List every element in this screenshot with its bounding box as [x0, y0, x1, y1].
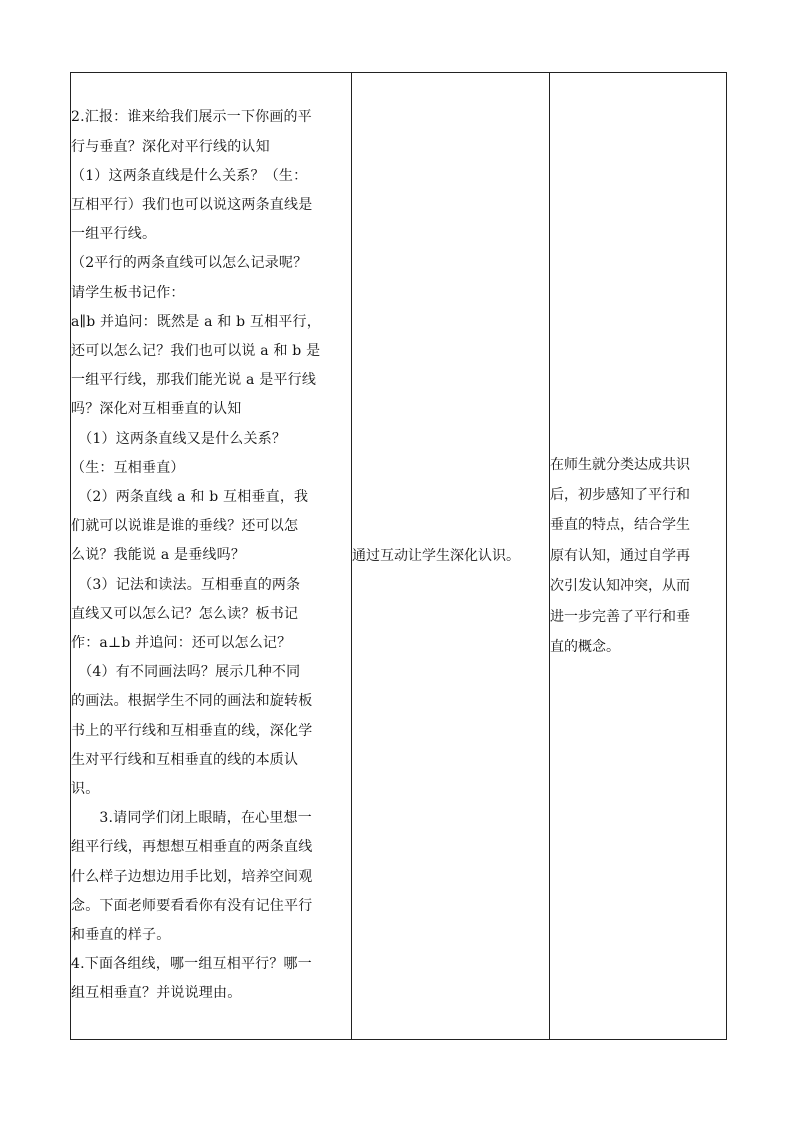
process-text-line: 们就可以说谁是谁的垂线？还可以怎 [71, 518, 299, 535]
process-text-line: （2平行的两条直线可以怎么记录呢？ [71, 255, 308, 272]
process-text-line: 2.汇报：谁来给我们展示一下你画的平 [71, 109, 312, 126]
process-text-line: 的画法。根据学生不同的画法和旋转板 [71, 693, 313, 710]
process-text-line: （1）这两条直线是什么关系？（生： [71, 167, 308, 184]
process-text-line: 请学生板书记作： [71, 284, 185, 301]
process-text-line: （2）两条直线 a 和 b 互相垂直，我 [71, 488, 309, 505]
process-text-line: 行与垂直？深化对平行线的认知 [71, 138, 270, 155]
process-text-line: 3.请同学们闭上眼睛，在心里想一 [71, 810, 312, 827]
process-text-line: 什么样子边想边用手比划，培养空间观 [71, 868, 313, 885]
reflection-cell [550, 73, 727, 1040]
process-text-line: （1）这两条直线又是什么关系？ [71, 430, 287, 447]
lesson-plan-table [70, 72, 727, 1040]
process-text-line: 还可以怎么记？我们也可以说 a 和 b 是 [71, 342, 321, 359]
design-intent-cell [352, 73, 550, 1040]
process-text-line: 书上的平行线和互相垂直的线，深化学 [71, 722, 313, 739]
process-text-line: 组互相垂直？并说说理由。 [71, 985, 242, 1002]
process-text-line: 一组平行线。 [71, 226, 157, 243]
table-row [71, 73, 727, 1040]
process-text-line: （3）记法和读法。互相垂直的两条 [71, 576, 301, 593]
reflection-text-line: 次引发认知冲突，从而 [550, 578, 690, 595]
reflection-text-line: 在师生就分类达成共识 [550, 456, 690, 473]
process-text-line: 组平行线，再想想互相垂直的两条直线 [71, 839, 313, 856]
reflection-text [550, 450, 726, 663]
process-text-line: a∥b 并追问：既然是 a 和 b 互相平行， [71, 313, 321, 330]
reflection-text-line: 原有认知，通过自学再 [550, 547, 690, 564]
teaching-process-text [71, 103, 351, 1008]
design-intent-text: 通过互动让学生深化认识。 [352, 547, 520, 564]
process-text-line: （生：互相垂直） [71, 459, 185, 476]
process-text-line: 和垂直的样子。 [71, 927, 171, 944]
process-text-line: 识。 [71, 781, 100, 798]
process-text-line: 念。下面老师要看看你有没有记住平行 [71, 897, 313, 914]
reflection-text-line: 直的概念。 [550, 639, 620, 656]
reflection-text-line: 后，初步感知了平行和 [550, 486, 690, 503]
reflection-text-line: 垂直的特点，结合学生 [550, 517, 690, 534]
process-text-line: 吗？深化对互相垂直的认知 [71, 401, 242, 418]
process-text-line: 么说？我能说 a 是垂线吗？ [71, 547, 246, 564]
process-text-line: （4）有不同画法吗？展示几种不同 [71, 664, 301, 681]
process-text-line: 互相平行）我们也可以说这两条直线是 [71, 196, 313, 213]
process-text-line: 一组平行线，那我们能光说 a 是平行线 [71, 372, 317, 389]
process-text-line: 4.下面各组线，哪一组互相平行？哪一 [71, 956, 312, 973]
process-text-line: 直线又可以怎么记？怎么读？板书记 [71, 605, 299, 622]
teaching-process-cell [71, 73, 352, 1040]
process-text-line: 生对平行线和互相垂直的线的本质认 [71, 751, 299, 768]
reflection-text-line: 进一步完善了平行和垂 [550, 608, 690, 625]
process-text-line: 作：a⊥b 并追问：还可以怎么记？ [71, 635, 292, 651]
